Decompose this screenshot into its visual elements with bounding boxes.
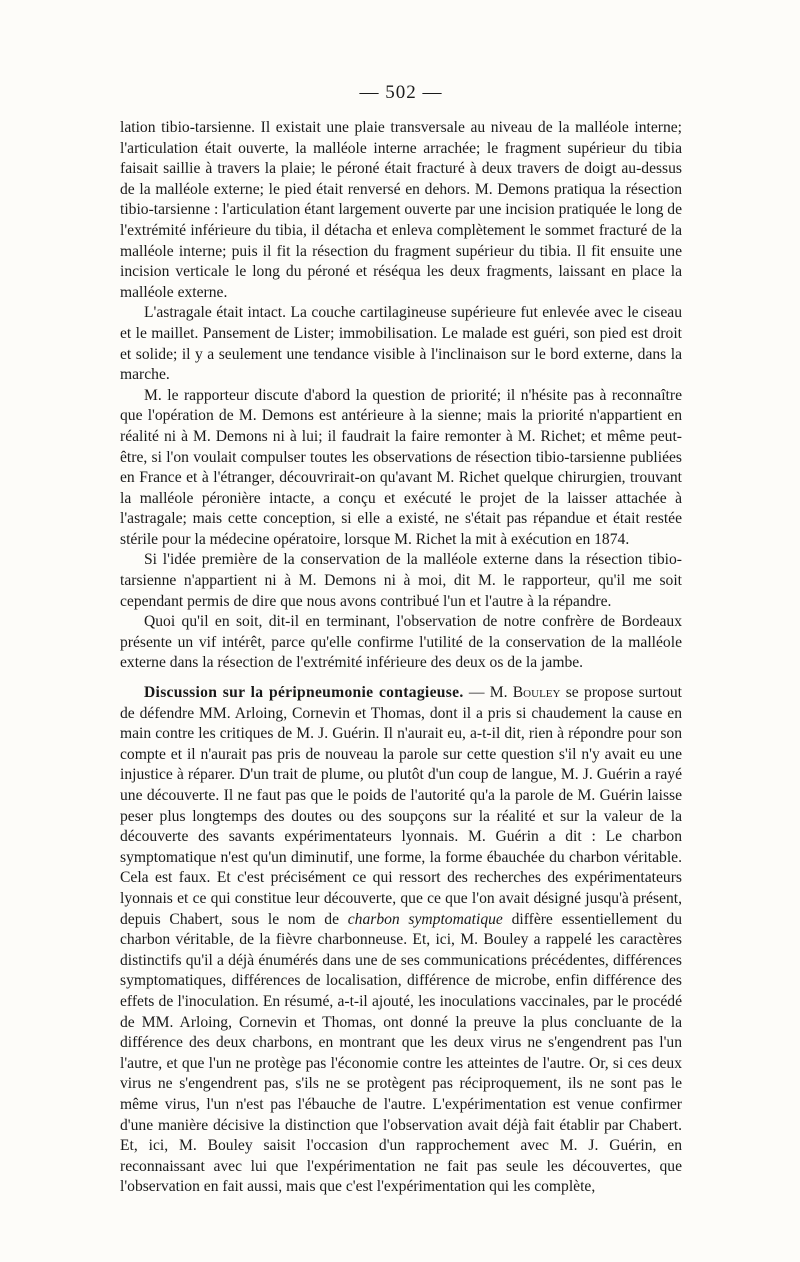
- paragraph-p5: [120, 612, 682, 674]
- page-number: — 502 —: [359, 82, 443, 103]
- paragraph-p4: [120, 550, 682, 612]
- paragraph-p1: [120, 118, 682, 303]
- text-run: se propose surtout de défendre MM. Arloing, Cornevin et Thomas, dont il a pris si chaudement la cause en main contre les critiques de M. J. Guérin. Il n'aurait eu, a-t-il dit, rien à répondre pour son compte et il n'aurait pas pris de nouveau la parole sur cette question s'il n'y avait eu une injustice à réparer. D'un trait de plume, ou plutôt d'un coup de langue, M. J. Guérin a rayé une découverte. Il ne faut pas que le poids de l'autorité qu'a la parole de M. Guérin laisse peser plus longtemps des doutes ou des soupçons sur la réalité et sur la valeur de la découverte des savants expérimentateurs lyonnais. M. Guérin a dit : Le charbon symptomatique n'est qu'un diminutif, une forme, la forme ébauchée du charbon véritable. Cela est faux. Et c'est précisément ce qui ressort des recherches des expérimentateurs lyonnais et ce qui constitue leur découverte, que ce que l'on avait désigné jusqu'à présent, depuis Chabert, sous le nom de: [120, 684, 682, 928]
- body-text: [120, 118, 682, 1198]
- text-run: — M.: [463, 684, 513, 702]
- paragraph-p2: [120, 303, 682, 385]
- paragraph-p3: [120, 386, 682, 551]
- paragraph-p6: [120, 683, 682, 1198]
- section-spacer: [120, 674, 682, 683]
- text-run: Quoi qu'il en soit, dit-il en terminant, l'observation de notre confrère de Bordeaux présente un vif intérêt, parce qu'elle confirme l'utilité de la conservation de la malléole externe dans la résection de l'extrémité inférieure des deux os de la jambe.: [120, 613, 682, 672]
- italic-term: charbon symptomatique: [347, 910, 503, 928]
- text-run: M. le rapporteur discute d'abord la question de priorité; il n'hésite pas à reconnaître que l'opération de M. Demons est antérieure à la sienne; mais la priorité n'appartient en réalité ni à M. Demons ni à lui; il faudrait la faire remonter à M. Richet; et même peut-être, si l'on voulait compulser toutes les observations de résection tibio-tarsienne publiées en France et à l'étranger, découvrirait-on qu'avant M. Richet quelque chirurgien, trouvant la malléole péronière intacte, a conçu et exécuté le projet de la laisser attachée à l'astragale; mais cette conception, si elle a existé, ne s'était pas répandue et était restée stérile pour la médecine opératoire, lorsque M. Richet la mit à exécution en 1874.: [120, 386, 682, 548]
- text-run: diffère essentiellement du charbon véritable, de la fièvre charbonneuse. Et, ici, M. Bouley a rappelé les caractères distinctifs qu'il a déjà énumérés dans une de ses communications précédentes, différences symptomatiques, différences de localisation, différence de microbe, enfin différence des effets de l'inoculation. En résumé, a-t-il ajouté, les inoculations vaccinales, par le procédé de MM. Arloing, Cornevin et Thomas, ont donné la preuve la plus concluante de la différence des deux charbons, en montrant que les deux virus ne s'engendrent pas l'un l'autre, et que l'un ne protège pas l'économie contre les atteintes de l'autre. Or, si ces deux virus ne s'engendrent pas, s'ils ne se protègent pas réciproquement, ils ne sont pas le même virus, l'un n'est pas l'ébauche de l'autre. L'expérimentation est venue confirmer d'une manière décisive la distinction que l'observation avait déjà fait établir par Chabert. Et, ici, M. Bouley saisit l'occasion d'un rapprochement avec M. J. Guérin, en reconnaissant avec lui que l'expérimentation ne fait pas seule les découvertes, que l'observation en fait aussi, mais que c'est l'expérimentation qui les complète,: [120, 910, 683, 1196]
- text-run: L'astragale était intact. La couche cartilagineuse supérieure fut enlevée avec le ciseau et le maillet. Pansement de Lister; immobilisation. Le malade est guéri, son pied est droit et solide; il y a seulement une tendance visible à l'inclinaison sur le bord externe, dans la marche.: [120, 304, 682, 384]
- text-run: Si l'idée première de la conservation de la malléole externe dans la résection tibio-tarsienne n'appartient ni à M. Demons ni à moi, dit M. le rapporteur, qu'il me soit cependant permis de dire que nous avons contribué l'un et l'autre à la répandre.: [120, 551, 682, 610]
- text-run: lation tibio-tarsienne. Il existait une plaie transversale au niveau de la malléole interne; l'articulation était ouverte, la malléole interne arrachée; le fragment supérieur du tibia faisait saillie à travers la plaie; le péroné était fracturé à deux travers de doigt au-dessus de la malléole externe; le pied était renversé en dehors. M. Demons pratiqua la résection tibio-tarsienne : l'articulation étant largement ouverte par une incision pratiquée le long de l'extrémité inférieure du tibia, il détacha et enleva complètement le sommet fracturé de la malléole interne; puis il fit la résection du fragment supérieur du tibia. Il fit ensuite une incision verticale le long du péroné et réséqua les deux fragments, laissant en place la malléole externe.: [120, 119, 682, 301]
- speaker-name: Bouley: [512, 684, 561, 702]
- section-heading: Discussion sur la péripneumonie contagieuse.: [144, 684, 464, 702]
